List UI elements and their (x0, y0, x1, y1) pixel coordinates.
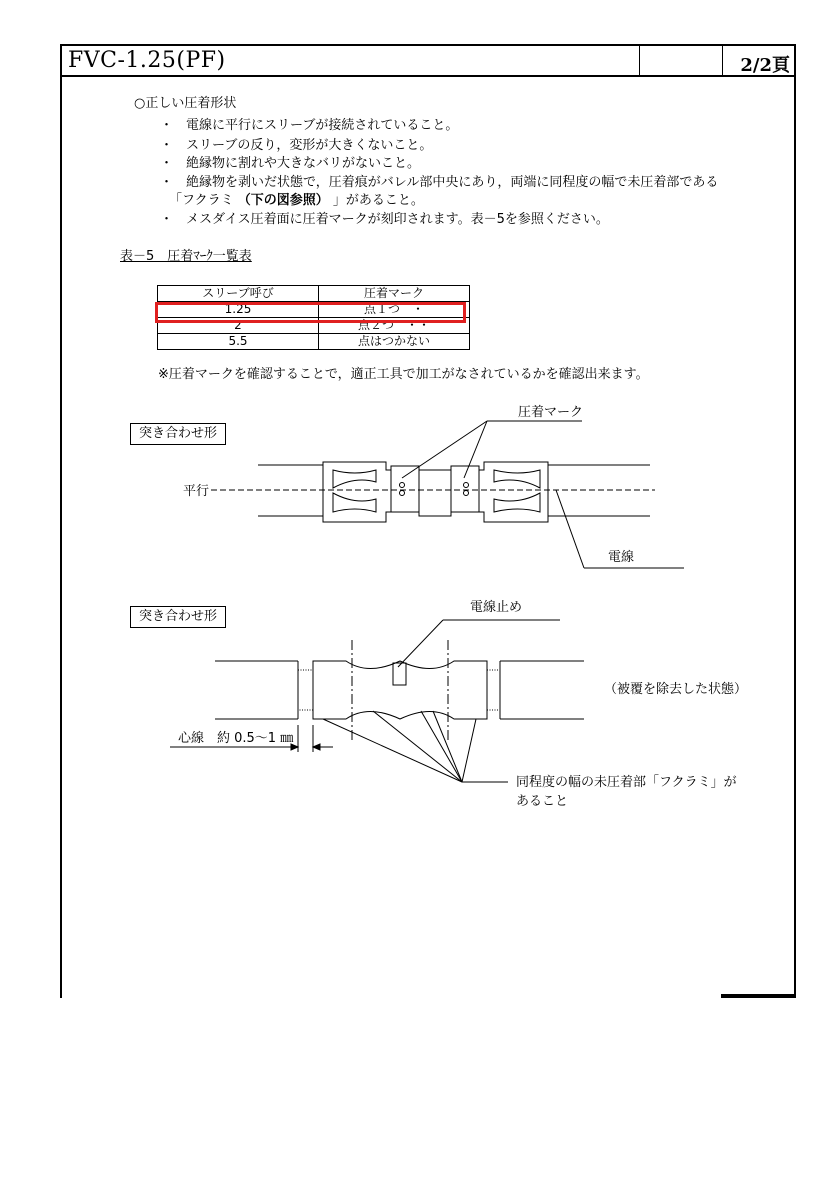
diagram2-right-wire (487, 661, 584, 719)
diagram2-stopper-label: 電線止め (470, 600, 523, 615)
table-cell: 点はつかない (319, 334, 470, 350)
table-cell: 5.5 (158, 334, 319, 350)
diagram2-box-label: 突き合わせ形 (130, 606, 226, 628)
table-header-cell: 圧着マーク (319, 286, 470, 302)
table-cell: 2 (158, 318, 319, 334)
diagram2-left-wire (215, 661, 313, 719)
table-cell: 点１つ ・ (319, 302, 470, 318)
diagram2-state-label: （被覆を除去した状態） (604, 682, 748, 697)
criteria-item: ・ 絶縁物に割れや大きなバリがないこと。 (160, 156, 421, 171)
document-title: FVC-1.25(PF) (68, 48, 226, 73)
criteria-item: ・ 電線に平行にスリーブが接続されていること。 (160, 118, 459, 133)
diagram2-bulge-note-line1: 同程度の幅の未圧着部「フクラミ」が (516, 775, 737, 790)
diagram1-parallel-label: 平行 (183, 484, 210, 499)
criteria-cont-b: （下の図参照） (237, 193, 329, 208)
diagram1-wire-label: 電線 (608, 550, 635, 565)
diagram2-core-label: 心線 約 0.5～1 ㎜ (178, 731, 294, 746)
criteria-item: ・ スリーブの反り，変形が大きくないこと。 (160, 138, 433, 153)
table-header-cell: スリーブ呼び (158, 286, 319, 302)
criteria-cont-c: 」があること。 (332, 193, 424, 208)
diagram2-crimped-sleeve (313, 661, 487, 719)
diagram1-box-label: 突き合わせ形 (130, 423, 226, 445)
table-caption: 表－5 圧着ﾏｰｸ一覧表 (120, 249, 252, 264)
diagram1-center-sleeve (419, 470, 451, 516)
criteria-heading: ○正しい圧着形状 (134, 96, 237, 111)
table-note: ※圧着マークを確認することで，適正工具で加工がなされているかを確認出来ます。 (158, 367, 649, 382)
diagram2-bulge-note-line2: あること (516, 794, 569, 809)
criteria-item: ・ メスダイス圧着面に圧着マークが刻印されます。表－5を参照ください。 (160, 212, 609, 227)
criteria-cont-a: 「フクラミ (169, 193, 234, 208)
table-cell: 点２つ ・・ (319, 318, 470, 334)
criteria-item: ・ 絶縁物を剥いだ状態で，圧着痕がバレル部中央にあり，両端に同程度の幅で未圧着部である (160, 175, 719, 190)
table-cell: 1.25 (158, 302, 319, 318)
diagram1-mark-label: 圧着マーク (518, 405, 584, 420)
page-number: 2/2頁 (740, 55, 790, 76)
